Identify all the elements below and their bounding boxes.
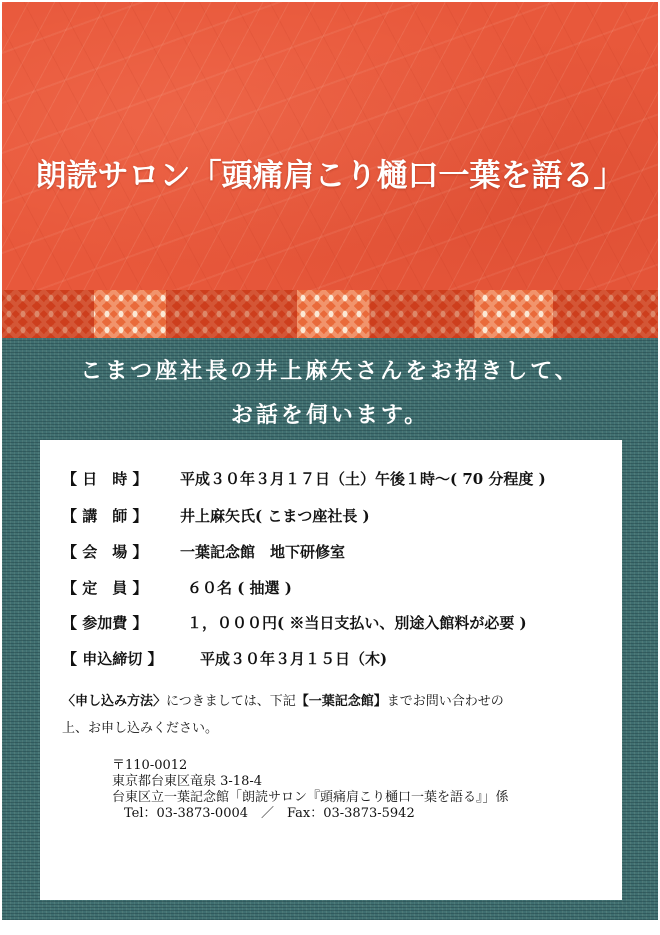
info-row-deadline	[62, 648, 388, 670]
info-panel	[40, 440, 622, 900]
application-text-end: までお問い合わせの	[386, 694, 504, 709]
street-address: 東京都台東区竜泉 3-18-4	[112, 774, 263, 789]
info-label: 【 定 員 】	[62, 579, 148, 597]
contact-numbers: Tel：03-3873-0004 ／ Fax：03-3873-5942	[124, 806, 415, 821]
subtitle-line-2: お話を伺います。	[230, 402, 430, 428]
postal-code: 〒110-0012	[112, 758, 188, 773]
application-method-label: 〈申し込み方法〉	[62, 694, 167, 709]
info-value: 一葉記念館 地下研修室	[180, 543, 346, 561]
subtitle-line-1: こまつ座社長の井上麻矢さんをお招きして、	[80, 358, 580, 384]
info-label: 【 会 場 】	[62, 543, 148, 561]
info-row-capacity	[62, 577, 292, 599]
info-value: 平成３０年３月１５日（木)	[200, 650, 388, 668]
application-note-line-2: 上、お申し込みください。	[62, 721, 219, 736]
info-value: 井上麻矢氏( こまつ座社長 )	[180, 507, 370, 525]
info-value: 平成３０年３月１７日（土）午後１時～( 70 分程度 )	[180, 470, 546, 488]
info-row-venue	[62, 541, 346, 563]
event-title: 朗読サロン「頭痛肩こり樋口一葉を語る」	[35, 158, 625, 194]
info-label: 【 参加費 】	[62, 614, 148, 632]
flyer	[2, 2, 658, 920]
band-shading	[2, 290, 658, 338]
info-row-fee	[62, 612, 527, 634]
application-note	[62, 688, 610, 742]
info-row-lecturer	[62, 505, 370, 527]
info-label: 【 日 時 】	[62, 470, 148, 488]
info-label: 【 申込締切 】	[62, 650, 163, 668]
application-text: につきましては、下記	[166, 694, 296, 709]
info-row-datetime	[62, 468, 546, 490]
header-banner	[2, 2, 658, 292]
department-address: 台東区立一葉記念館「朗読サロン『頭痛肩こり樋口一葉を語る』」係	[112, 790, 509, 805]
info-value: ６０名 ( 抽選 )	[187, 579, 292, 597]
application-venue-label: 【一葉記念館】	[295, 694, 387, 709]
info-label: 【 講 師 】	[62, 507, 148, 525]
application-note-line-1	[62, 688, 610, 715]
info-value: １，０００円( ※当日支払い、別途入館料が必要 )	[187, 614, 527, 632]
